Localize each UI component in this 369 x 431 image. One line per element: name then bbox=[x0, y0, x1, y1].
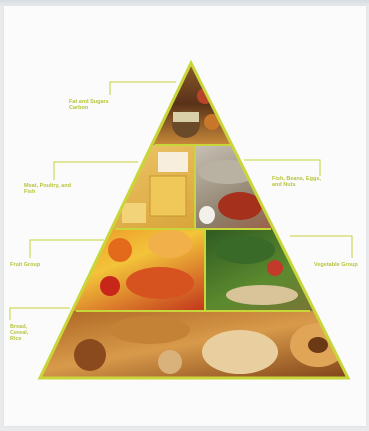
label-meat-poultry: Meat, Poultry, and Fish bbox=[24, 183, 71, 195]
steak-icon bbox=[218, 192, 262, 220]
label-fruit-group: Fruit Group bbox=[10, 262, 41, 268]
label-fats-sugars: Fat and Sugars Carbon bbox=[69, 99, 109, 111]
pyramid-tiers bbox=[0, 63, 369, 378]
label-bread-cereal: Bread, Cereal, Rice bbox=[10, 324, 29, 342]
roll-icon bbox=[74, 339, 106, 371]
jar-lid-icon bbox=[173, 112, 199, 122]
cheese-slice-icon bbox=[122, 203, 146, 223]
milk-carton-icon bbox=[158, 152, 188, 172]
egg-icon bbox=[199, 206, 215, 224]
label-vegetable-group: Vegetable Group bbox=[314, 262, 358, 268]
basket-icon bbox=[110, 316, 190, 344]
potatoes-icon bbox=[226, 285, 298, 305]
melon-icon bbox=[126, 267, 194, 299]
apple-icon bbox=[100, 276, 120, 296]
lettuce-icon bbox=[215, 236, 275, 264]
cracker-icon bbox=[158, 350, 182, 374]
radish-icon bbox=[267, 260, 283, 276]
bagel-hole-icon bbox=[308, 337, 328, 353]
label-fish-beans: Fish, Beans, Eggs, and Nuts bbox=[272, 176, 321, 188]
orange-icon bbox=[108, 238, 132, 262]
bread-loaf-icon bbox=[202, 330, 278, 374]
cheese-block-icon bbox=[150, 176, 186, 216]
papaya-icon bbox=[148, 230, 192, 258]
